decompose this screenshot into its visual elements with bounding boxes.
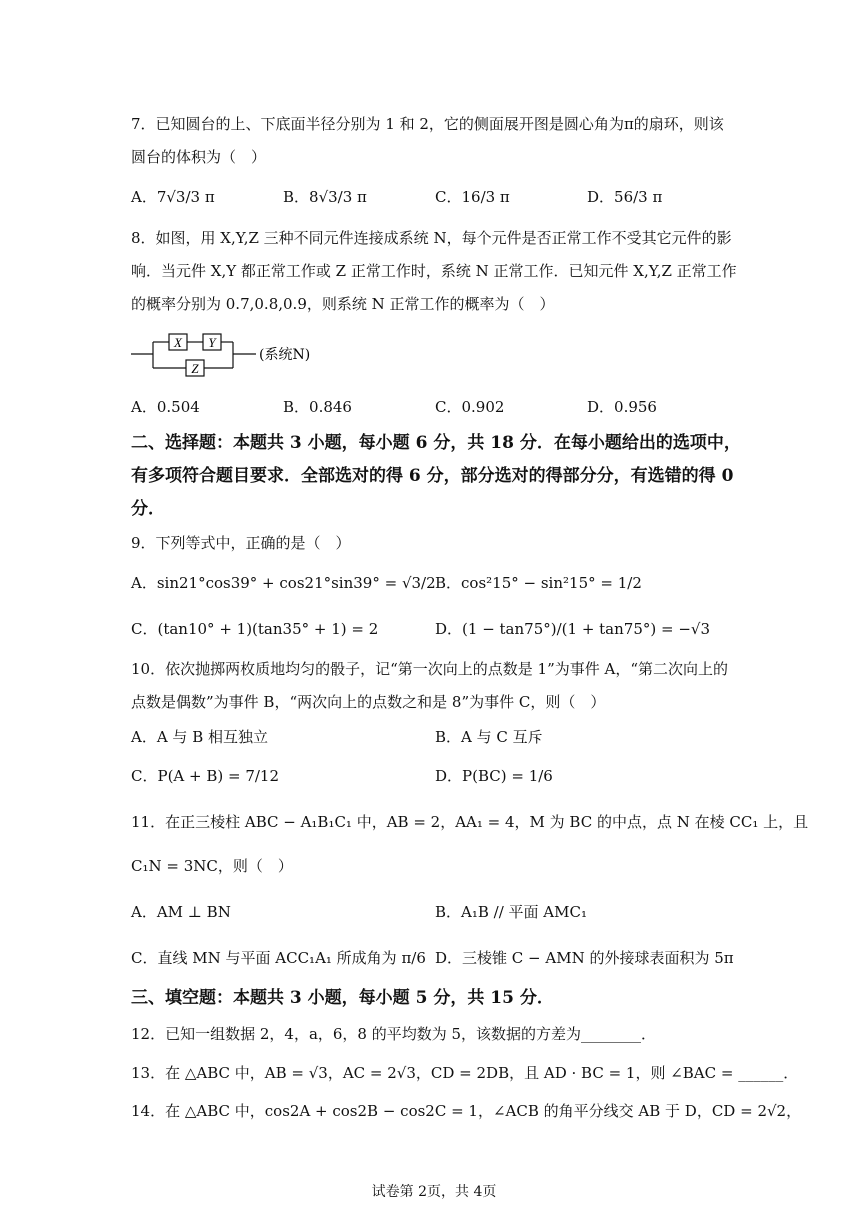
system-n-label: (系统N) (259, 347, 311, 363)
q13-line1: 13．在 △ABC 中，AB = √3，AC = 2√3，CD = 2DB，且 AD · BC = 1，则 ∠BAC = ______． (131, 1064, 799, 1082)
q10-option-b: B．A 与 C 互斥 (435, 728, 543, 746)
q8-option-b: B．0.846 (283, 398, 352, 416)
page-footer: 试卷第 2页，共 4页 (371, 1184, 497, 1200)
q10-option-a: A．A 与 B 相互独立 (131, 728, 268, 746)
q8-line2: 响．当元件 X,Y 都正常工作或 Z 正常工作时，系统 N 正常工作．已知元件 X,Y,Z 正常工作 (131, 262, 737, 280)
q9-option-a: A．sin21°cos39° + cos21°sin39° = √3/2 (131, 574, 436, 592)
q9-option-d: D．(1 − tan75°)/(1 + tan75°) = −√3 (435, 620, 710, 638)
q11-option-c: C．直线 MN 与平面 ACC₁A₁ 所成角为 π/6 (131, 949, 426, 967)
q14-line1: 14．在 △ABC 中，cos2A + cos2B − cos2C = 1，∠ACB 的角平分线交 AB 于 D，CD = 2√2， (131, 1102, 802, 1120)
section2-line3: 分． (131, 499, 165, 519)
q12-line1: 12．已知一组数据 2，4，a，6，8 的平均数为 5，该数据的方差为________． (131, 1025, 657, 1043)
q7-option-b: B．8√3/3 π (283, 188, 367, 206)
q7-option-d: D．56/3 π (587, 188, 663, 206)
q11-option-d: D．三棱锥 C − AMN 的外接球表面积为 5π (435, 949, 734, 967)
q11-line1: 11．在正三棱柱 ABC − A₁B₁C₁ 中，AB = 2，AA₁ = 4，M 为 BC 的中点，点 N 在棱 CC₁ 上，且 (131, 813, 809, 831)
component-z-label: Z (191, 361, 199, 376)
q9-option-b: B．cos²15° − sin²15° = 1/2 (435, 574, 642, 592)
q10-line1: 10．依次抛掷两枚质地均匀的骰子，记“第一次向上的点数是 1”为事件 A，“第二次向上的 (131, 660, 729, 678)
q8-line3: 的概率分别为 0.7,0.8,0.9，则系统 N 正常工作的概率为（ ） (131, 295, 555, 313)
q7-line1: 7．已知圆台的上、下底面半径分别为 1 和 2，它的侧面展开图是圆心角为π的扇环，则该 (131, 115, 724, 133)
q9-line1: 9．下列等式中，正确的是（ ） (131, 534, 351, 552)
q11-line2: C₁N = 3NC，则（ ） (131, 857, 293, 875)
component-x-label: X (174, 335, 182, 350)
section2-line1: 二、选择题：本题共 3 小题，每小题 6 分，共 18 分．在每小题给出的选项中， (131, 433, 741, 453)
q11-option-b: B．A₁B // 平面 AMC₁ (435, 903, 587, 921)
q10-line2: 点数是偶数”为事件 B，“两次向上的点数之和是 8”为事件 C，则（ ） (131, 693, 606, 711)
q8-option-a: A．0.504 (131, 398, 200, 416)
q7-option-c: C．16/3 π (435, 188, 510, 206)
q8-option-c: C．0.902 (435, 398, 505, 416)
q11-option-a: A．AM ⊥ BN (131, 903, 231, 921)
section2-line2: 有多项符合题目要求．全部选对的得 6 分，部分选对的得部分分，有选错的得 0 (131, 466, 734, 486)
section3-line1: 三、填空题：本题共 3 小题，每小题 5 分，共 15 分． (131, 988, 554, 1008)
q10-option-d: D．P(BC) = 1/6 (435, 767, 553, 785)
q7-option-a: A．7√3/3 π (131, 188, 215, 206)
q10-option-c: C．P(A + B) = 7/12 (131, 767, 280, 785)
component-y-label: Y (208, 335, 216, 350)
q7-line2: 圆台的体积为（ ） (131, 148, 267, 166)
q8-option-d: D．0.956 (587, 398, 657, 416)
q8-line1: 8．如图，用 X,Y,Z 三种不同元件连接成系统 N，每个元件是否正常工作不受其它元件的影 (131, 229, 732, 247)
circuit-diagram (131, 330, 461, 380)
q9-option-c: C．(tan10° + 1)(tan35° + 1) = 2 (131, 620, 379, 638)
